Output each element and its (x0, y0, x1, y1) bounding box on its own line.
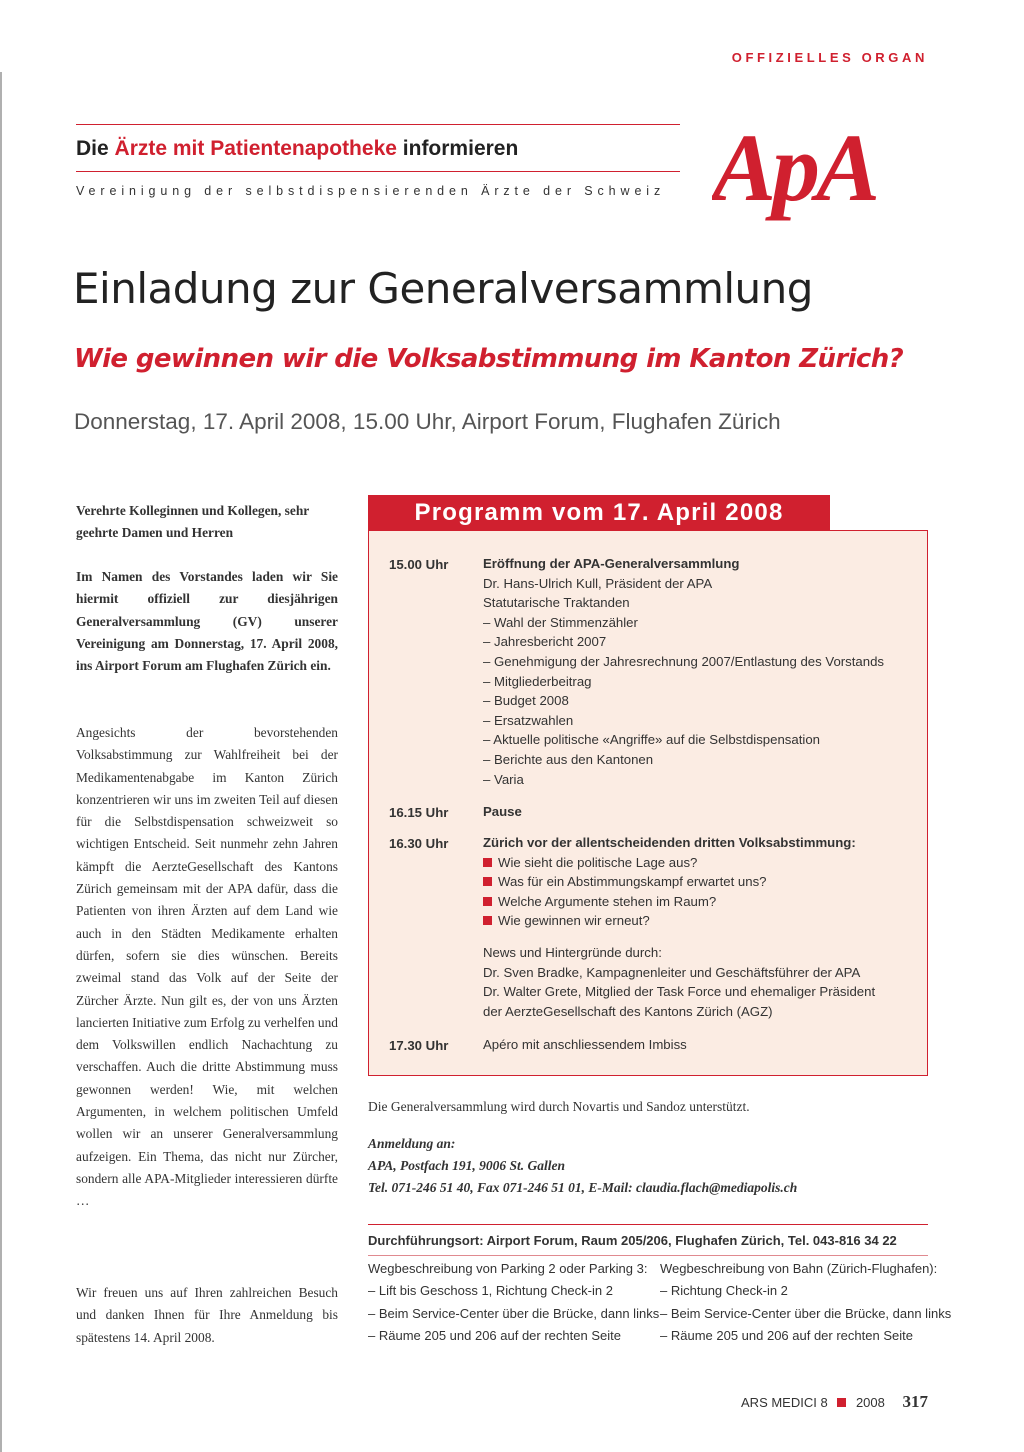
directions-line: – Beim Service-Center über die Brücke, dann links (660, 1305, 952, 1321)
letter-body: Angesichts der bevorstehenden Volksabstimmung zur Wahlfreiheit bei der Medikamentenabgabe im Kanton Zürich konzentrieren wir uns im zweiten Teil auf diesen für die Selbstdispensation schweizweit so wichtigen Entscheid. Seit nunmehr zehn Jahren kämpft die AerzteGesellschaft des Kantons Zürich gemeinsam mit der APA dafür, dass die Patienten von ihren Ärzten auf dem Land wie auch in den Städten Medikamente erhalten dürfen, sofern sie dies wünschen. Bereits zweimal stand das Volk auf der Seite der Zürcher Ärzte. Nun gilt es, der von uns Ärzten lancierten Initiative zum Erfolg zu verhelfen und dem Volkswillen endlich Nachachtung zu verschaffen. Auch die dritte Abstimmung muss gewonnen werden! Wie, mit welchen Argumenten, in welchem politischen Umfeld wollen wir an unserer Generalversammlung aufzeigen. Ein Thema, das nicht nur Zürcher, sondern alle APA-Mitglieder interessieren dürfte … (76, 725, 338, 1209)
page-footer (741, 1392, 928, 1412)
program-line: der AerzteGesellschaft des Kantons Zürich (AGZ) (483, 1003, 773, 1019)
journal-name: ARS MEDICI 8 (741, 1395, 828, 1410)
program-item-pause (483, 802, 522, 822)
page-title: Einladung zur Generalversammlung (73, 264, 813, 313)
registration-label: Anmeldung an: (368, 1136, 456, 1151)
journal-year: 2008 (855, 1395, 885, 1410)
square-separator-icon (837, 1398, 846, 1407)
program-bullet: Wie gewinnen wir erneut? (483, 911, 875, 931)
venue-line: Durchführungsort: Airport Forum, Raum 205/206, Flughafen Zürich, Tel. 043-816 34 22 (368, 1233, 897, 1248)
apa-logo-text: ApA (712, 114, 877, 221)
directions-line: – Räume 205 und 206 auf der rechten Seite (660, 1327, 913, 1343)
program-line: Dr. Walter Grete, Mitglied der Task Force und ehemaliger Präsident (483, 984, 876, 1000)
registration-address: APA, Postfach 191, 9006 St. Gallen (368, 1158, 566, 1173)
square-bullet-icon (483, 877, 492, 886)
program-time: 16.15 Uhr (389, 805, 449, 820)
venue-bottom-rule (368, 1255, 928, 1256)
letter-greeting: Verehrte Kolleginnen und Kollegen, sehr geehrte Damen und Herren (76, 503, 309, 541)
header-title-part3: informieren (402, 137, 519, 160)
header-title-highlight: Ärzte mit Patientenapotheke (114, 137, 397, 160)
directions-train (660, 1258, 951, 1347)
program-item-title: Pause (483, 804, 522, 819)
letter-closing: Wir freuen uns auf Ihren zahlreichen Besuch und danken Ihnen für Ihre Anmeldung bis spätestens 14. April 2008. (76, 1285, 338, 1345)
header-subtitle: Vereinigung der selbstdispensierenden Ärzte der Schweiz (76, 184, 666, 198)
program-line: – Ersatzwahlen (483, 712, 574, 728)
program-line: Dr. Sven Bradke, Kampagnenleiter und Geschäftsführer der APA (483, 964, 861, 980)
program-bullet: Wie sieht die politische Lage aus? (483, 853, 875, 873)
program-item-title: Zürich vor der allentscheidenden dritten Volksabstimmung: (483, 835, 856, 850)
program-line: Statutarische Traktanden (483, 595, 630, 611)
program-heading: Programm vom 17. April 2008 (368, 495, 830, 531)
page-subtitle: Wie gewinnen wir die Volksabstimmung im Kanton Zürich? (74, 344, 904, 374)
program-item-title: Apéro mit anschliessendem Imbiss (483, 1037, 687, 1052)
event-dateline: Donnerstag, 17. April 2008, 15.00 Uhr, Airport Forum, Flughafen Zürich (74, 409, 781, 434)
directions-line: – Räume 205 und 206 auf der rechten Seite (368, 1327, 621, 1343)
program-time: 17.30 Uhr (389, 1038, 449, 1053)
registration-contact: Tel. 071-246 51 40, Fax 071-246 51 01, E-Mail: claudia.flach@mediapolis.ch (368, 1180, 798, 1195)
program-item-vote (483, 833, 875, 1021)
program-line: – Varia (483, 771, 524, 787)
directions-line: – Beim Service-Center über die Brücke, dann links (368, 1305, 660, 1321)
program-line: – Jahresbericht 2007 (483, 634, 607, 650)
page-number: 317 (902, 1392, 928, 1411)
program-line: – Berichte aus den Kantonen (483, 751, 654, 767)
header-title (76, 137, 518, 161)
square-bullet-icon (483, 858, 492, 867)
program-time: 16.30 Uhr (389, 836, 449, 851)
program-line: News und Hintergründe durch: (483, 944, 662, 960)
program-bullet: Welche Argumente stehen im Raum? (483, 892, 875, 912)
section-label: OFFIZIELLES ORGAN (731, 50, 928, 65)
program-line: – Wahl der Stimmenzähler (483, 614, 638, 630)
directions-parking (368, 1258, 659, 1347)
letter-intro: Im Namen des Vorstandes laden wir Sie hiermit offiziell zur diesjährigen Generalversammlung (GV) unserer Vereinigung am Donnerstag, 17. April 2008, ins Airport Forum am Flughafen Zürich ein. (76, 569, 338, 674)
directions-line: – Lift bis Geschoss 1, Richtung Check-in 2 (368, 1283, 613, 1299)
square-bullet-icon (483, 916, 492, 925)
program-item-opening (483, 554, 884, 789)
program-line: Dr. Hans-Ulrich Kull, Präsident der APA (483, 575, 713, 591)
program-line: – Aktuelle politische «Angriffe» auf die Selbstdispensation (483, 732, 820, 748)
directions-line: – Richtung Check-in 2 (660, 1283, 788, 1299)
header-top-rule (76, 124, 680, 125)
program-time: 15.00 Uhr (389, 557, 449, 572)
directions-line: Wegbeschreibung von Parking 2 oder Parking 3: (368, 1261, 648, 1276)
program-item-apero (483, 1035, 687, 1055)
venue-rule (368, 1224, 928, 1225)
program-line: – Mitgliederbeitrag (483, 673, 592, 689)
program-line: – Budget 2008 (483, 693, 569, 709)
program-item-title: Eröffnung der APA-Generalversammlung (483, 556, 740, 571)
page-edge-rule (0, 72, 2, 1452)
square-bullet-icon (483, 897, 492, 906)
apa-logo (712, 112, 942, 232)
directions-line: Wegbeschreibung von Bahn (Zürich-Flughafen): (660, 1261, 938, 1276)
program-line: – Genehmigung der Jahresrechnung 2007/Entlastung des Vorstands (483, 653, 885, 669)
header-middle-rule (76, 171, 680, 172)
sponsor-note: Die Generalversammlung wird durch Novartis und Sandoz unterstützt. (368, 1099, 750, 1114)
header-title-part1: Die (76, 137, 109, 160)
program-bullet: Was für ein Abstimmungskampf erwartet uns? (483, 872, 875, 892)
